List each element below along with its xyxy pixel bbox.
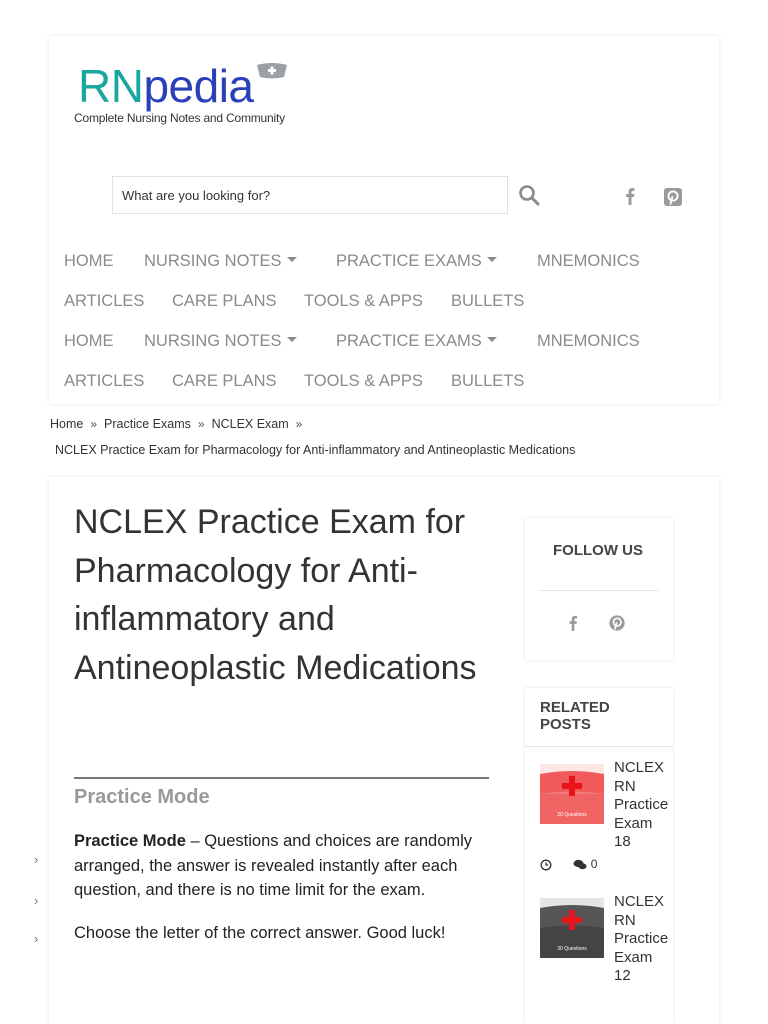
breadcrumb-home[interactable]: Home (50, 417, 84, 431)
related-posts-widget (525, 688, 673, 1024)
caret-down-icon (487, 337, 497, 342)
main-nav (49, 242, 719, 282)
instruction-paragraph: Choose the letter of the correct answer. Good luck! (74, 924, 446, 942)
nav-care-plans[interactable]: CARE PLANS (172, 372, 277, 390)
nav-tools-apps[interactable]: TOOLS & APPS (304, 292, 423, 310)
facebook-icon[interactable] (565, 614, 581, 632)
nav-home[interactable]: HOME (64, 252, 114, 270)
comments-icon (573, 859, 587, 871)
double-chevron-right-icon: » (295, 417, 303, 431)
related-post-thumbnail[interactable] (540, 764, 604, 824)
follow-us-widget (525, 518, 673, 660)
search-box (112, 176, 508, 214)
main-nav-row2 (49, 282, 719, 322)
caret-down-icon (287, 337, 297, 342)
nav-mnemonics[interactable]: MNEMONICS (537, 252, 640, 270)
divider (74, 777, 489, 779)
sticky-nav (49, 322, 719, 362)
related-post-thumbnail[interactable] (540, 898, 604, 958)
double-chevron-right-icon: » (197, 417, 205, 431)
related-post-link[interactable]: NCLEX RN Practice Exam 18 (614, 759, 669, 850)
nav-practice-exams[interactable]: PRACTICE EXAMS (336, 252, 497, 271)
nav-mnemonics[interactable]: MNEMONICS (537, 332, 640, 350)
section-heading: Practice Mode (74, 786, 210, 808)
nav-tools-apps[interactable]: TOOLS & APPS (304, 372, 423, 390)
widget-title: FOLLOW US (553, 542, 643, 559)
logo-tagline: Complete Nursing Notes and Community (74, 111, 285, 125)
double-chevron-right-icon: » (90, 417, 98, 431)
edge-fragment: › (34, 893, 39, 908)
related-post-link[interactable]: NCLEX RN Practice Exam 12 (614, 893, 669, 984)
edge-fragment: › (34, 931, 39, 946)
nav-practice-exams[interactable]: PRACTICE EXAMS (336, 332, 497, 351)
caret-down-icon (287, 257, 297, 262)
nav-nursing-notes[interactable]: NURSING NOTES (144, 252, 297, 271)
breadcrumb-practice-exams[interactable]: Practice Exams (104, 417, 191, 431)
breadcrumb (50, 417, 309, 431)
nav-articles[interactable]: ARTICLES (64, 372, 145, 390)
nav-care-plans[interactable]: CARE PLANS (172, 292, 277, 310)
site-logo[interactable] (74, 60, 294, 130)
facebook-icon[interactable] (621, 186, 639, 206)
caret-down-icon (487, 257, 497, 262)
main-content (49, 477, 719, 1024)
nav-bullets[interactable]: BULLETS (451, 372, 525, 390)
pinterest-icon[interactable] (663, 187, 683, 207)
breadcrumb-current: NCLEX Practice Exam for Pharmacology for Anti-inflammatory and Antineoplastic Medications (55, 443, 576, 457)
post-meta (540, 857, 597, 871)
divider (525, 746, 673, 747)
pinterest-icon[interactable] (608, 614, 626, 632)
clock-icon (540, 859, 552, 871)
nav-bullets[interactable]: BULLETS (451, 292, 525, 310)
nav-nursing-notes[interactable]: NURSING NOTES (144, 332, 297, 351)
comment-count: 0 (590, 857, 598, 871)
search-icon[interactable] (517, 183, 541, 207)
widget-title: RELATED POSTS (540, 699, 610, 733)
thumbnail-label: 30 Questions (557, 946, 587, 952)
breadcrumb-nclex-exam[interactable]: NCLEX Exam (211, 417, 289, 431)
nurse-cap-icon (256, 62, 288, 80)
intro-paragraph: Practice Mode – Questions and choices are randomly arranged, the answer is revealed instantly after each question, and there is no time limit for the exam. (74, 832, 473, 899)
nav-articles[interactable]: ARTICLES (64, 292, 145, 310)
sticky-nav-row2 (49, 362, 719, 402)
logo-wordmark: RNpedia (78, 60, 254, 112)
nav-home[interactable]: HOME (64, 332, 114, 350)
divider (539, 590, 659, 591)
search-input[interactable] (113, 177, 507, 213)
edge-fragment: › (34, 852, 39, 867)
thumbnail-label: 20 Questions (557, 812, 587, 818)
page-title: NCLEX Practice Exam for Pharmacology for Anti-inflammatory and Antineoplastic Medications (74, 503, 477, 687)
site-header (49, 36, 719, 404)
